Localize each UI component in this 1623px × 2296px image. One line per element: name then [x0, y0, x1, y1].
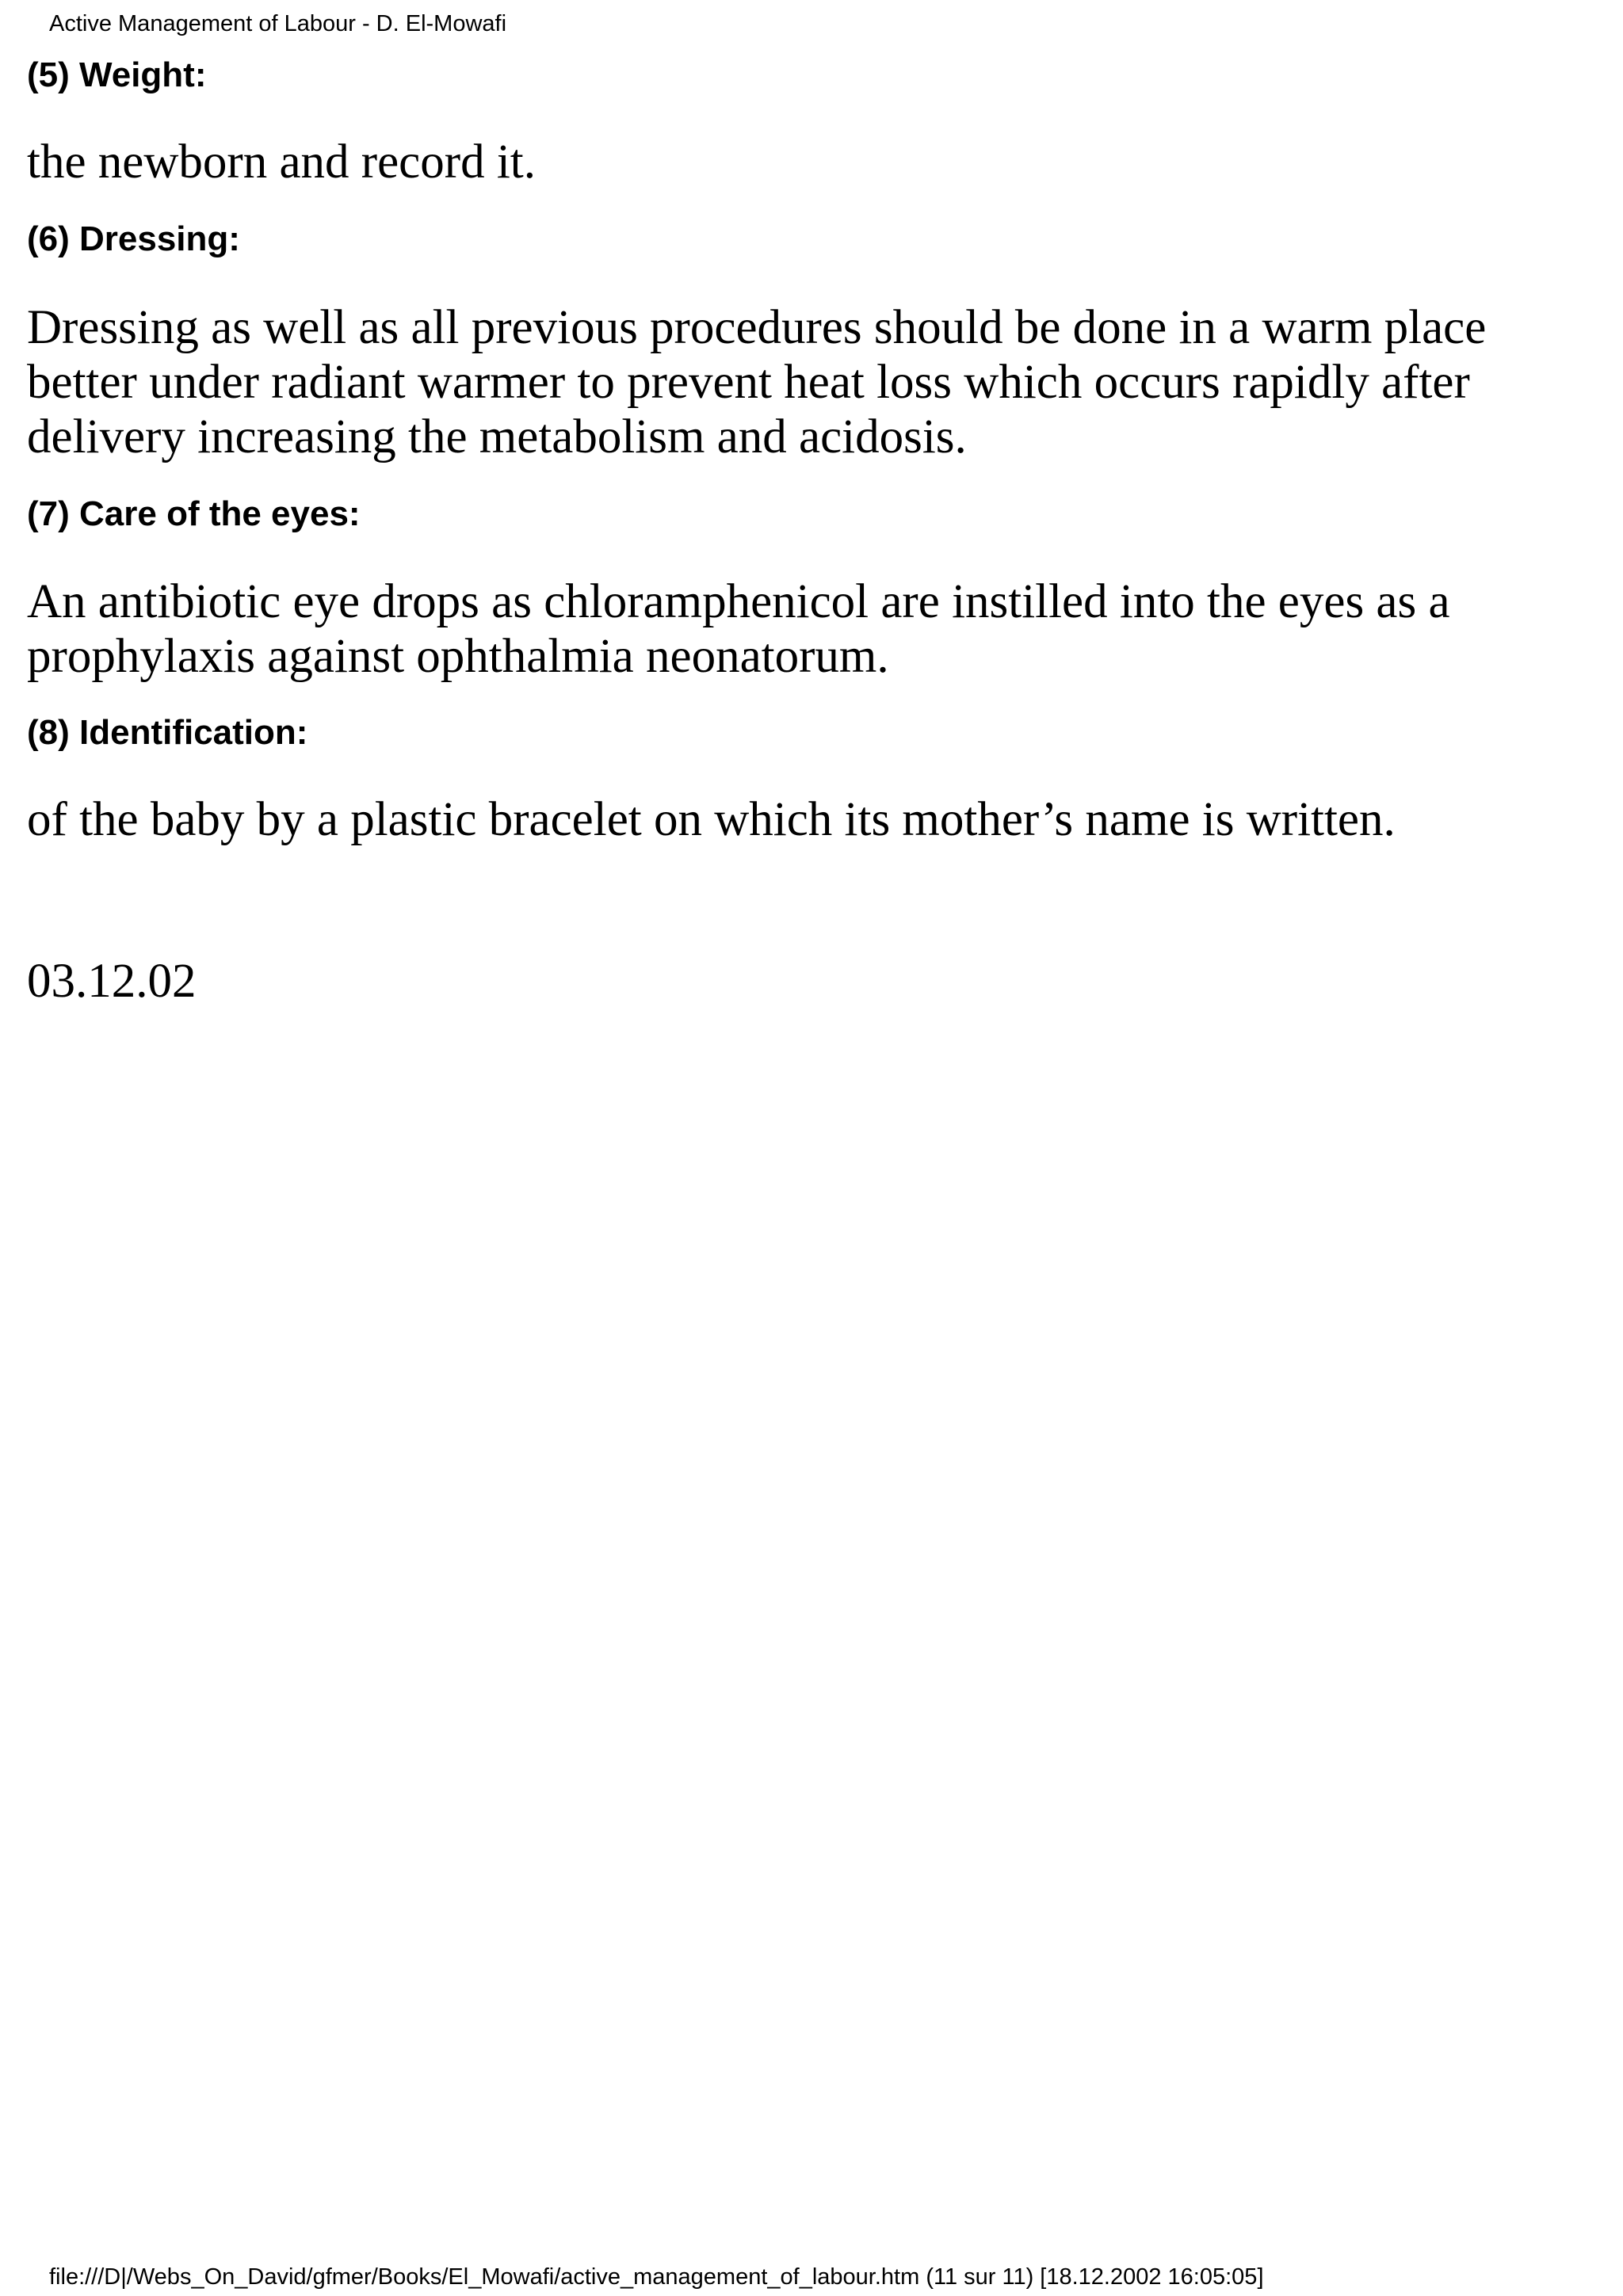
section-heading-care-of-eyes: (7) Care of the eyes:	[27, 494, 361, 533]
section-heading-identification: (8) Identification:	[27, 713, 308, 752]
section-text-dressing: Dressing as well as all previous procedures should be done in a warm place better under radiant warmer to prevent heat loss which occurs rapidly after delivery increasing the metabolism and acidosis.	[27, 301, 1487, 463]
section-heading-weight: (5) Weight:	[27, 55, 207, 94]
section-text-care-of-eyes: An antibiotic eye drops as chloramphenicol are instilled into the eyes as a prophylaxis against ophthalmia neonatorum.	[27, 575, 1450, 683]
section-text-weight: the newborn and record it.	[27, 135, 536, 189]
print-header: Active Management of Labour - D. El-Mowafi	[49, 11, 507, 36]
section-heading-dressing: (6) Dressing:	[27, 219, 240, 258]
date-stamp: 03.12.02	[27, 955, 197, 1008]
print-footer-url: file:///D|/Webs_On_David/gfmer/Books/El_Mowafi/active_management_of_labour.htm (11 sur 11) [18.12.2002 16:05:05]	[49, 2264, 1264, 2290]
section-text-identification: of the baby by a plastic bracelet on which its mother’s name is written.	[27, 793, 1396, 846]
